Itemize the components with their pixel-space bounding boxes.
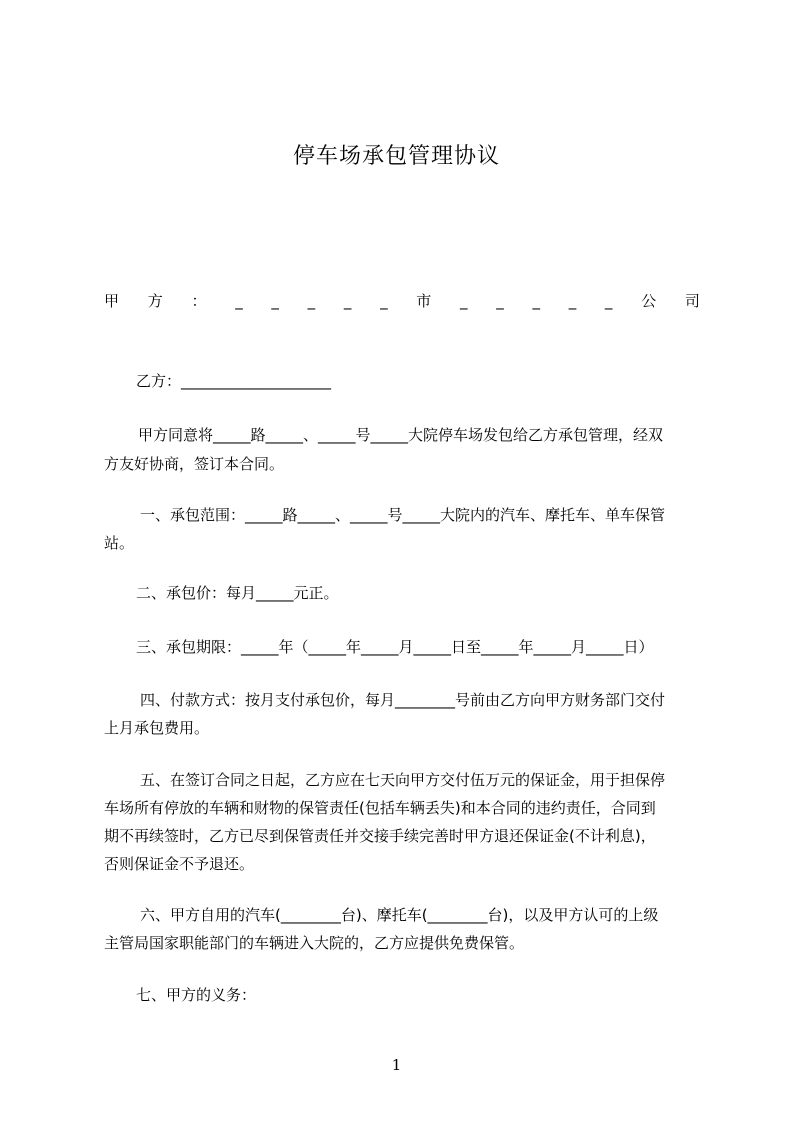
paragraph-line: 一、承包范围：_____路_____、_____号_____大院内的汽车、摩托车、单车保管 (140, 506, 666, 524)
paragraph-line: 否则保证金不予退还。 (104, 855, 255, 873)
document-title: 停车场承包管理协议 (292, 144, 500, 169)
paragraph-line: 车场所有停放的车辆和财物的保管责任(包括车辆丢失)和本合同的违约责任，合同到 (104, 799, 656, 817)
paragraph-line: 站。 (104, 534, 135, 552)
party-a-char: 甲 (104, 292, 120, 310)
party-a-char: _ (532, 292, 540, 310)
party-a-char: _ (271, 292, 279, 310)
paragraph-line: 三、承包期限：_____年（_____年_____月_____日至_____年_____月_____日） (136, 638, 654, 656)
paragraph-line: 期不再续签时，乙方已尽到保管责任并交接手续完善时甲方退还保证金(不计利息)， (104, 827, 656, 845)
party-a-char: _ (307, 292, 316, 310)
party-a-char: ： (191, 292, 207, 310)
party-a-char: 司 (684, 292, 700, 310)
party-a-char: _ (380, 292, 388, 310)
party-b-line: 乙方：____________________ (136, 372, 332, 390)
party-a-char: 市 (416, 292, 432, 310)
party-a-char: _ (568, 292, 577, 310)
paragraph-line: 二、承包价：每月_____元正。 (136, 584, 339, 602)
paragraph-line: 主管局国家职能部门的车辆进入大院的，乙方应提供免费保管。 (104, 934, 525, 952)
paragraph-line: 六、甲方自用的汽车(________台)、摩托车(________台)，以及甲方认可的上级 (140, 906, 659, 924)
paragraph-line: 甲方同意将_____路_____、_____号_____大院停车场发包给乙方承包管理，经双 (138, 426, 664, 444)
party-a-char: _ (460, 292, 468, 310)
page-number: 1 (391, 1056, 402, 1074)
party-a-char: 方 (147, 292, 163, 310)
paragraph-line: 四、付款方式：按月支付承包价，每月________号前由乙方向甲方财务部门交付 (140, 691, 666, 709)
paragraph-line: 五、在签订合同之日起，乙方应在七天向甲方交付伍万元的保证金，用于担保停 (140, 771, 666, 789)
paragraph-line: 七、甲方的义务： (136, 986, 257, 1004)
party-a-char: _ (604, 292, 613, 310)
party-a-line (104, 287, 700, 316)
party-a-char: _ (343, 292, 352, 310)
party-a-char: _ (496, 292, 504, 310)
party-a-char: 公 (641, 292, 657, 310)
party-a-char: _ (235, 292, 243, 310)
paragraph-line: 上月承包费用。 (104, 719, 210, 737)
paragraph-line: 方友好协商，签订本合同。 (104, 455, 285, 473)
